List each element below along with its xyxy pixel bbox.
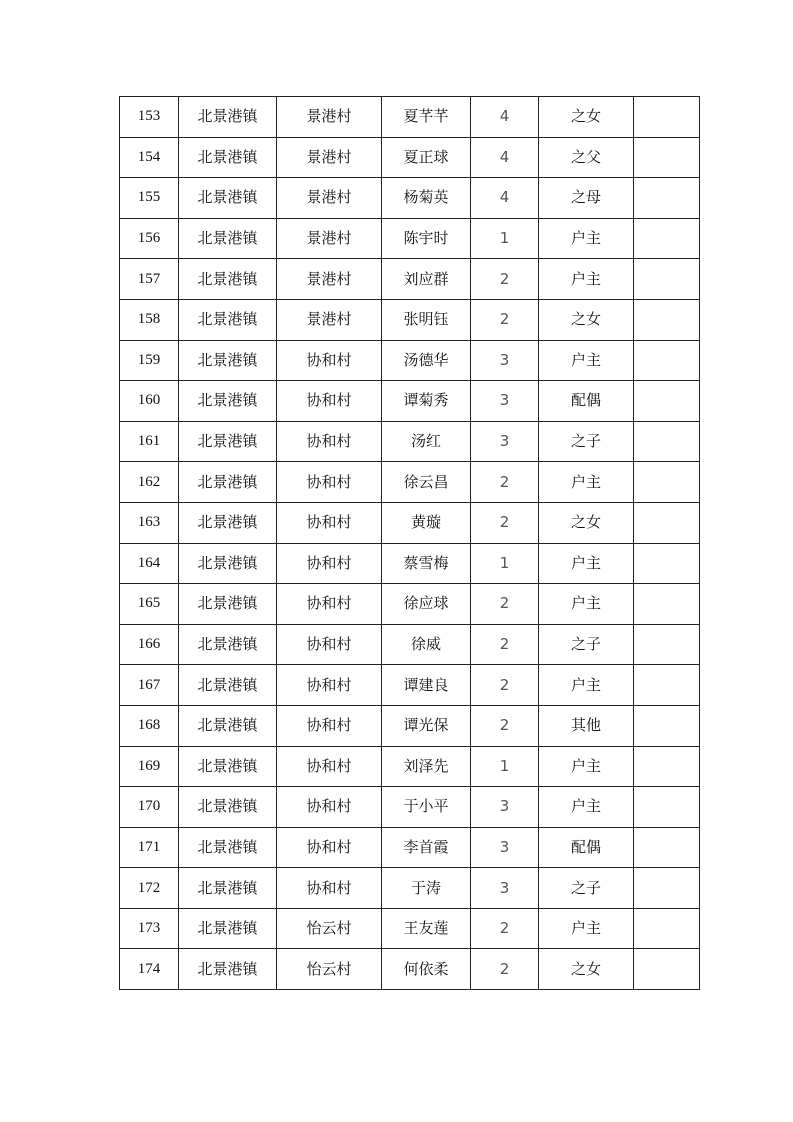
- cell-town: 北景港镇: [179, 949, 277, 990]
- cell-household-count: 3: [471, 827, 539, 868]
- cell-town: 北景港镇: [179, 827, 277, 868]
- table-row: [120, 827, 700, 868]
- table-row: [120, 462, 700, 503]
- cell-relation: 配偶: [539, 827, 634, 868]
- cell-household-count: 3: [471, 421, 539, 462]
- cell-note: [634, 584, 700, 625]
- cell-village: 怡云村: [277, 949, 382, 990]
- cell-household-count: 2: [471, 949, 539, 990]
- table-row: [120, 665, 700, 706]
- cell-town: 北景港镇: [179, 381, 277, 422]
- cell-serial-number: 166: [120, 624, 179, 665]
- cell-note: [634, 340, 700, 381]
- cell-note: [634, 462, 700, 503]
- cell-village: 景港村: [277, 178, 382, 219]
- cell-serial-number: 158: [120, 299, 179, 340]
- cell-person-name: 徐应球: [382, 584, 471, 625]
- cell-town: 北景港镇: [179, 259, 277, 300]
- cell-town: 北景港镇: [179, 584, 277, 625]
- cell-village: 景港村: [277, 299, 382, 340]
- cell-note: [634, 949, 700, 990]
- cell-person-name: 谭建良: [382, 665, 471, 706]
- cell-note: [634, 746, 700, 787]
- cell-town: 北景港镇: [179, 787, 277, 828]
- cell-household-count: 2: [471, 299, 539, 340]
- cell-household-count: 2: [471, 665, 539, 706]
- cell-household-count: 4: [471, 178, 539, 219]
- cell-household-count: 2: [471, 584, 539, 625]
- cell-note: [634, 299, 700, 340]
- cell-household-count: 2: [471, 462, 539, 503]
- cell-town: 北景港镇: [179, 97, 277, 138]
- cell-village: 协和村: [277, 868, 382, 909]
- household-table: [119, 96, 700, 990]
- cell-person-name: 刘泽先: [382, 746, 471, 787]
- cell-town: 北景港镇: [179, 137, 277, 178]
- cell-household-count: 2: [471, 705, 539, 746]
- cell-person-name: 徐云昌: [382, 462, 471, 503]
- cell-village: 景港村: [277, 97, 382, 138]
- table-row: [120, 624, 700, 665]
- cell-note: [634, 218, 700, 259]
- cell-relation: 户主: [539, 462, 634, 503]
- table-row: [120, 543, 700, 584]
- cell-relation: 之女: [539, 502, 634, 543]
- table-row: [120, 259, 700, 300]
- cell-person-name: 于小平: [382, 787, 471, 828]
- cell-relation: 之母: [539, 178, 634, 219]
- cell-person-name: 徐威: [382, 624, 471, 665]
- cell-serial-number: 153: [120, 97, 179, 138]
- cell-note: [634, 705, 700, 746]
- cell-note: [634, 543, 700, 584]
- cell-household-count: 2: [471, 624, 539, 665]
- cell-household-count: 3: [471, 340, 539, 381]
- cell-note: [634, 502, 700, 543]
- cell-serial-number: 165: [120, 584, 179, 625]
- table-row: [120, 949, 700, 990]
- cell-relation: 之女: [539, 97, 634, 138]
- cell-household-count: 2: [471, 502, 539, 543]
- cell-note: [634, 421, 700, 462]
- cell-relation: 户主: [539, 259, 634, 300]
- cell-serial-number: 161: [120, 421, 179, 462]
- cell-note: [634, 137, 700, 178]
- cell-village: 协和村: [277, 421, 382, 462]
- cell-village: 协和村: [277, 827, 382, 868]
- cell-household-count: 3: [471, 868, 539, 909]
- cell-note: [634, 908, 700, 949]
- cell-person-name: 夏芊芊: [382, 97, 471, 138]
- cell-serial-number: 171: [120, 827, 179, 868]
- cell-town: 北景港镇: [179, 908, 277, 949]
- cell-person-name: 杨菊英: [382, 178, 471, 219]
- cell-village: 协和村: [277, 624, 382, 665]
- table-row: [120, 502, 700, 543]
- cell-village: 协和村: [277, 746, 382, 787]
- table-row: [120, 584, 700, 625]
- cell-relation: 之父: [539, 137, 634, 178]
- table-row: [120, 787, 700, 828]
- cell-relation: 户主: [539, 584, 634, 625]
- cell-town: 北景港镇: [179, 299, 277, 340]
- cell-household-count: 4: [471, 97, 539, 138]
- cell-serial-number: 162: [120, 462, 179, 503]
- cell-note: [634, 868, 700, 909]
- cell-person-name: 汤德华: [382, 340, 471, 381]
- cell-serial-number: 164: [120, 543, 179, 584]
- cell-household-count: 3: [471, 381, 539, 422]
- cell-relation: 户主: [539, 787, 634, 828]
- cell-village: 怡云村: [277, 908, 382, 949]
- table-row: [120, 178, 700, 219]
- cell-town: 北景港镇: [179, 543, 277, 584]
- cell-serial-number: 154: [120, 137, 179, 178]
- cell-note: [634, 787, 700, 828]
- table-row: [120, 299, 700, 340]
- cell-person-name: 王友莲: [382, 908, 471, 949]
- cell-household-count: 2: [471, 259, 539, 300]
- cell-person-name: 陈宇时: [382, 218, 471, 259]
- cell-relation: 配偶: [539, 381, 634, 422]
- cell-note: [634, 624, 700, 665]
- table-row: [120, 868, 700, 909]
- cell-person-name: 夏正球: [382, 137, 471, 178]
- cell-person-name: 谭菊秀: [382, 381, 471, 422]
- cell-village: 协和村: [277, 381, 382, 422]
- cell-relation: 之子: [539, 868, 634, 909]
- cell-serial-number: 170: [120, 787, 179, 828]
- cell-person-name: 李首霞: [382, 827, 471, 868]
- cell-town: 北景港镇: [179, 502, 277, 543]
- cell-household-count: 3: [471, 787, 539, 828]
- cell-household-count: 1: [471, 218, 539, 259]
- cell-town: 北景港镇: [179, 868, 277, 909]
- cell-note: [634, 97, 700, 138]
- cell-relation: 户主: [539, 665, 634, 706]
- cell-serial-number: 160: [120, 381, 179, 422]
- cell-relation: 之子: [539, 624, 634, 665]
- cell-village: 景港村: [277, 259, 382, 300]
- cell-town: 北景港镇: [179, 421, 277, 462]
- table-row: [120, 97, 700, 138]
- cell-relation: 户主: [539, 746, 634, 787]
- cell-village: 协和村: [277, 502, 382, 543]
- cell-note: [634, 665, 700, 706]
- cell-village: 景港村: [277, 218, 382, 259]
- cell-serial-number: 157: [120, 259, 179, 300]
- cell-note: [634, 259, 700, 300]
- cell-town: 北景港镇: [179, 665, 277, 706]
- cell-serial-number: 159: [120, 340, 179, 381]
- cell-serial-number: 172: [120, 868, 179, 909]
- cell-person-name: 刘应群: [382, 259, 471, 300]
- cell-serial-number: 167: [120, 665, 179, 706]
- cell-serial-number: 169: [120, 746, 179, 787]
- cell-relation: 户主: [539, 908, 634, 949]
- cell-note: [634, 178, 700, 219]
- cell-village: 协和村: [277, 584, 382, 625]
- cell-household-count: 4: [471, 137, 539, 178]
- cell-village: 协和村: [277, 543, 382, 584]
- cell-serial-number: 163: [120, 502, 179, 543]
- cell-person-name: 何依柔: [382, 949, 471, 990]
- table-row: [120, 137, 700, 178]
- cell-town: 北景港镇: [179, 624, 277, 665]
- table-row: [120, 381, 700, 422]
- cell-town: 北景港镇: [179, 340, 277, 381]
- cell-relation: 之女: [539, 949, 634, 990]
- cell-village: 协和村: [277, 705, 382, 746]
- cell-relation: 户主: [539, 543, 634, 584]
- table-row: [120, 340, 700, 381]
- cell-note: [634, 381, 700, 422]
- cell-note: [634, 827, 700, 868]
- cell-person-name: 张明钰: [382, 299, 471, 340]
- cell-town: 北景港镇: [179, 705, 277, 746]
- table-row: [120, 421, 700, 462]
- cell-serial-number: 174: [120, 949, 179, 990]
- cell-relation: 户主: [539, 340, 634, 381]
- table-row: [120, 705, 700, 746]
- cell-person-name: 蔡雪梅: [382, 543, 471, 584]
- cell-relation: 户主: [539, 218, 634, 259]
- cell-village: 协和村: [277, 787, 382, 828]
- cell-household-count: 1: [471, 746, 539, 787]
- cell-relation: 之女: [539, 299, 634, 340]
- cell-person-name: 黄璇: [382, 502, 471, 543]
- table-body: [120, 97, 700, 990]
- cell-person-name: 汤红: [382, 421, 471, 462]
- cell-town: 北景港镇: [179, 746, 277, 787]
- cell-village: 协和村: [277, 462, 382, 503]
- table-row: [120, 746, 700, 787]
- cell-village: 景港村: [277, 137, 382, 178]
- cell-serial-number: 156: [120, 218, 179, 259]
- cell-village: 协和村: [277, 665, 382, 706]
- cell-relation: 其他: [539, 705, 634, 746]
- cell-serial-number: 168: [120, 705, 179, 746]
- cell-person-name: 于涛: [382, 868, 471, 909]
- cell-person-name: 谭光保: [382, 705, 471, 746]
- table-row: [120, 908, 700, 949]
- cell-town: 北景港镇: [179, 462, 277, 503]
- cell-serial-number: 173: [120, 908, 179, 949]
- cell-town: 北景港镇: [179, 218, 277, 259]
- cell-village: 协和村: [277, 340, 382, 381]
- cell-serial-number: 155: [120, 178, 179, 219]
- cell-household-count: 1: [471, 543, 539, 584]
- cell-relation: 之子: [539, 421, 634, 462]
- cell-town: 北景港镇: [179, 178, 277, 219]
- cell-household-count: 2: [471, 908, 539, 949]
- table-row: [120, 218, 700, 259]
